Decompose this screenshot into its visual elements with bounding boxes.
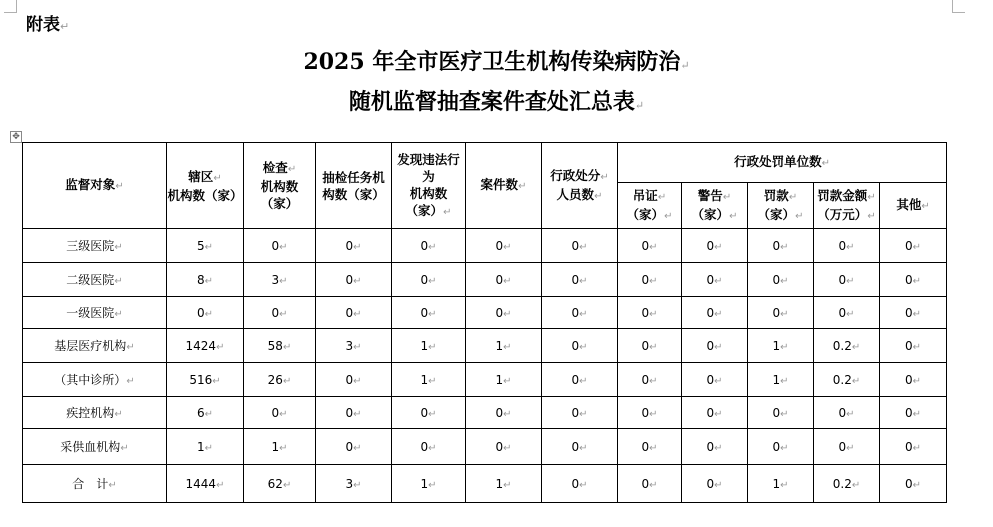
cell-jurisdiction: 1444↵ — [167, 465, 244, 503]
cell-fine: 0↵ — [748, 397, 814, 429]
table-row — [23, 297, 947, 329]
cell-object: 二级医院↵ — [23, 263, 167, 297]
table-row — [23, 329, 947, 363]
header-punished-count: 行政处分↵ 人员数↵ — [542, 143, 618, 229]
cell-punished: 0↵ — [542, 397, 618, 429]
cell-warning: 0↵ — [682, 297, 748, 329]
cell-violations: 0↵ — [392, 397, 466, 429]
cell-object: 采供血机构↵ — [23, 429, 167, 465]
cell-fine: 0↵ — [748, 429, 814, 465]
cell-violations: 0↵ — [392, 429, 466, 465]
paragraph-mark-icon: ↵ — [60, 20, 70, 33]
cell-jurisdiction: 1424↵ — [167, 329, 244, 363]
cell-sampled: 0↵ — [316, 263, 392, 297]
cell-fine: 0↵ — [748, 263, 814, 297]
cell-warning: 0↵ — [682, 263, 748, 297]
cell-object: 三级医院↵ — [23, 229, 167, 263]
cell-punished: 0↵ — [542, 263, 618, 297]
cell-violations: 0↵ — [392, 229, 466, 263]
cell-sampled: 0↵ — [316, 429, 392, 465]
attachment-label: 附表↵ — [26, 15, 70, 35]
cell-inspected: 3↵ — [244, 263, 316, 297]
header-sampled-count: 抽检任务机 构数（家） — [316, 143, 392, 229]
cell-inspected: 62↵ — [244, 465, 316, 503]
cell-revoke: 0↵ — [618, 363, 682, 397]
header-fine-amount: 罚款金额↵ （万元）↵ — [814, 183, 880, 229]
table-row — [23, 397, 947, 429]
cell-inspected: 58↵ — [244, 329, 316, 363]
page-corner-mark — [952, 0, 965, 13]
cell-violations: 0↵ — [392, 297, 466, 329]
cell-other: 0↵ — [880, 329, 947, 363]
cell-violations: 1↵ — [392, 329, 466, 363]
cell-jurisdiction: 5↵ — [167, 229, 244, 263]
cell-jurisdiction: 8↵ — [167, 263, 244, 297]
cell-revoke: 0↵ — [618, 263, 682, 297]
cell-punished: 0↵ — [542, 465, 618, 503]
cell-object: 疾控机构↵ — [23, 397, 167, 429]
cell-inspected: 0↵ — [244, 229, 316, 263]
cell-other: 0↵ — [880, 297, 947, 329]
header-fine: 罚款↵ （家）↵ — [748, 183, 814, 229]
cell-object: 合 计↵ — [23, 465, 167, 503]
cell-jurisdiction: 6↵ — [167, 397, 244, 429]
table-row — [23, 263, 947, 297]
cell-sampled: 0↵ — [316, 229, 392, 263]
cell-revoke: 0↵ — [618, 397, 682, 429]
cell-fine-amount: 0.2↵ — [814, 329, 880, 363]
cell-warning: 0↵ — [682, 397, 748, 429]
cell-punished: 0↵ — [542, 229, 618, 263]
document-title-line-2: 随机监督抽查案件查处汇总表↵ — [348, 89, 645, 115]
header-case-count: 案件数↵ — [466, 143, 542, 229]
cell-sampled: 0↵ — [316, 363, 392, 397]
table-row — [23, 429, 947, 465]
summary-table — [22, 142, 947, 503]
table-row — [23, 363, 947, 397]
cell-fine: 1↵ — [748, 329, 814, 363]
cell-object: 一级医院↵ — [23, 297, 167, 329]
page-corner-mark — [4, 0, 17, 13]
paragraph-mark-icon: ↵ — [680, 59, 690, 72]
cell-cases: 1↵ — [466, 363, 542, 397]
cell-revoke: 0↵ — [618, 429, 682, 465]
cell-other: 0↵ — [880, 229, 947, 263]
cell-revoke: 0↵ — [618, 297, 682, 329]
cell-violations: 1↵ — [392, 363, 466, 397]
header-revoke: 吊证↵ （家）↵ — [618, 183, 682, 229]
cell-sampled: 0↵ — [316, 297, 392, 329]
cell-fine-amount: 0↵ — [814, 429, 880, 465]
cell-cases: 1↵ — [466, 329, 542, 363]
header-other: 其他↵ — [880, 183, 947, 229]
cell-inspected: 26↵ — [244, 363, 316, 397]
cell-other: 0↵ — [880, 429, 947, 465]
table-move-handle-icon[interactable]: ✥ — [10, 131, 22, 143]
cell-fine: 0↵ — [748, 297, 814, 329]
cell-revoke: 0↵ — [618, 229, 682, 263]
cell-inspected: 1↵ — [244, 429, 316, 465]
cell-object: （其中诊所）↵ — [23, 363, 167, 397]
cell-warning: 0↵ — [682, 229, 748, 263]
cell-jurisdiction: 516↵ — [167, 363, 244, 397]
cell-other: 0↵ — [880, 465, 947, 503]
cell-fine: 0↵ — [748, 229, 814, 263]
table-row — [23, 465, 947, 503]
cell-sampled: 3↵ — [316, 465, 392, 503]
cell-cases: 0↵ — [466, 263, 542, 297]
cell-jurisdiction: 1↵ — [167, 429, 244, 465]
cell-punished: 0↵ — [542, 329, 618, 363]
cell-cases: 0↵ — [466, 297, 542, 329]
header-penalty-group: 行政处罚单位数↵ — [618, 143, 947, 183]
cell-cases: 0↵ — [466, 229, 542, 263]
cell-cases: 0↵ — [466, 397, 542, 429]
header-jurisdiction-count: 辖区↵ 机构数（家） — [167, 143, 244, 229]
table-row — [23, 229, 947, 263]
cell-inspected: 0↵ — [244, 297, 316, 329]
header-violations-count: 发现违法行 为 机构数 （家）↵ — [392, 143, 466, 229]
cell-other: 0↵ — [880, 263, 947, 297]
cell-cases: 0↵ — [466, 429, 542, 465]
cell-sampled: 0↵ — [316, 397, 392, 429]
cell-other: 0↵ — [880, 363, 947, 397]
cell-warning: 0↵ — [682, 329, 748, 363]
header-warning: 警告↵ （家）↵ — [682, 183, 748, 229]
cell-violations: 1↵ — [392, 465, 466, 503]
cell-punished: 0↵ — [542, 297, 618, 329]
cell-cases: 1↵ — [466, 465, 542, 503]
cell-revoke: 0↵ — [618, 465, 682, 503]
cell-revoke: 0↵ — [618, 329, 682, 363]
cell-sampled: 3↵ — [316, 329, 392, 363]
cell-violations: 0↵ — [392, 263, 466, 297]
cell-fine-amount: 0.2↵ — [814, 363, 880, 397]
cell-fine-amount: 0↵ — [814, 297, 880, 329]
cell-punished: 0↵ — [542, 363, 618, 397]
cell-fine: 1↵ — [748, 363, 814, 397]
cell-other: 0↵ — [880, 397, 947, 429]
cell-jurisdiction: 0↵ — [167, 297, 244, 329]
cell-fine-amount: 0↵ — [814, 229, 880, 263]
cell-punished: 0↵ — [542, 429, 618, 465]
cell-warning: 0↵ — [682, 429, 748, 465]
header-inspected-count: 检查↵ 机构数 （家） — [244, 143, 316, 229]
cell-warning: 0↵ — [682, 465, 748, 503]
paragraph-mark-icon: ↵ — [634, 99, 645, 112]
cell-fine-amount: 0↵ — [814, 397, 880, 429]
document-title-line-1: 2025 年全市医疗卫生机构传染病防治↵ — [303, 49, 690, 75]
cell-object: 基层医疗机构↵ — [23, 329, 167, 363]
cell-fine-amount: 0↵ — [814, 263, 880, 297]
cell-fine-amount: 0.2↵ — [814, 465, 880, 503]
cell-fine: 1↵ — [748, 465, 814, 503]
cell-inspected: 0↵ — [244, 397, 316, 429]
header-object: 监督对象↵ — [23, 143, 167, 229]
cell-warning: 0↵ — [682, 363, 748, 397]
